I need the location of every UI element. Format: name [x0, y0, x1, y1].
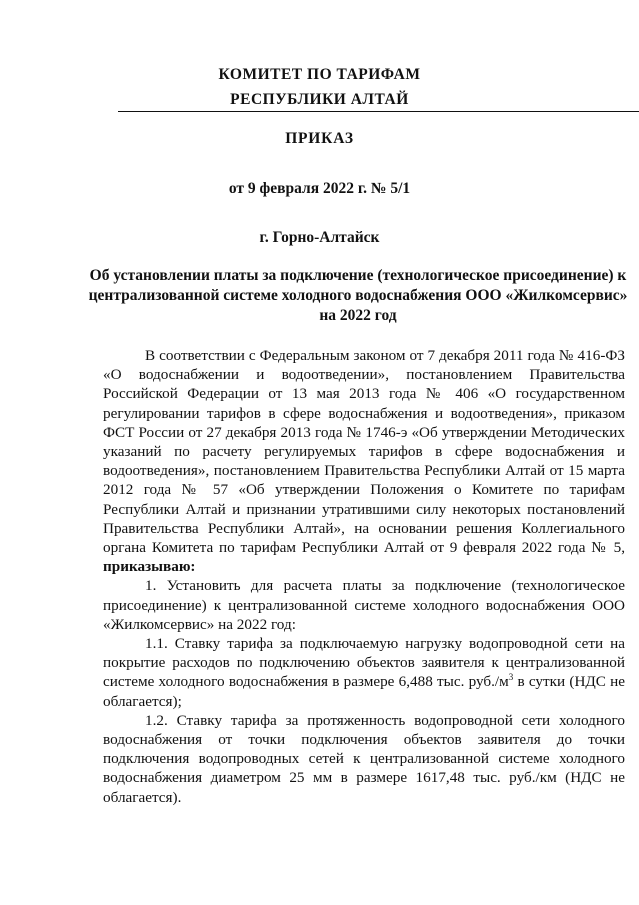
item-1-1-paragraph [103, 634, 625, 711]
document-body [103, 346, 625, 807]
preamble-paragraph [103, 346, 625, 576]
order-word: приказываю: [103, 558, 196, 576]
committee-name-line2: РЕСПУБЛИКИ АЛТАЙ [230, 91, 409, 108]
document-title: Об установлении платы за подключение (технологическое присоединение) к централизованной системе холодного водоснабжения ООО «Жилкомсервис» на 2022 год [88, 267, 628, 324]
document-type: ПРИКАЗ [285, 130, 354, 147]
preamble-text: В соответствии с Федеральным законом от 7 декабря 2011 года № 416-ФЗ «О водоснабжении и водоотведении», постановлением Правительства Российской Федерации от 13 мая 2013 года № 406 «О государственном регулировании тарифов в сфере водоснабжения и водоотведения», приказом ФСТ России от 27 декабря 2013 года № 1746-э «Об утверждении Методических указаний по расчету регулируемых тарифов в сфере водоснабжения и водоотведения», постановлением Правительства Республики Алтай от 15 марта 2012 года № 57 «Об утверждении Положения о Комитете по тарифам Республики Алтай и признании утратившими силу некоторых постановлений Правительства Республики Алтай», на основании решения Коллегиального органа Комитета по тарифам Республики Алтай от 9 февраля 2022 года № 5, [103, 347, 625, 557]
item-1-2-paragraph: 1.2. Ставку тарифа за протяженность водопроводной сети холодного водоснабжения от точки подключения объектов заявителя до точки подключения водопроводных сетей к централизованной системе холодного водоснабжения диаметром 25 мм в размере 1617,48 тыс. руб./км (НДС не облагается). [103, 711, 625, 806]
item-1-1-text: 1.1. Ставку тарифа за подключаемую нагрузку водопроводной сети на покрытие расходов по подключению объектов заявителя к централизованной системе холодного водоснабжения в размере 6,488 тыс. руб./м [103, 635, 625, 691]
document-city: г. Горно-Алтайск [259, 229, 380, 246]
cubic-superscript: 3 [508, 672, 514, 683]
committee-name-line1: КОМИТЕТ ПО ТАРИФАМ [218, 66, 421, 83]
item-1-paragraph: 1. Установить для расчета платы за подключение (технологическое присоединение) к централизованной системе холодного водоснабжения ООО «Жилкомсервис» на 2022 год: [103, 577, 625, 633]
item-1-1-text-end: в сутки (НДС не облагается); [103, 673, 625, 710]
header-rule [118, 111, 639, 112]
document-date-number: от 9 февраля 2022 г. № 5/1 [228, 180, 411, 197]
